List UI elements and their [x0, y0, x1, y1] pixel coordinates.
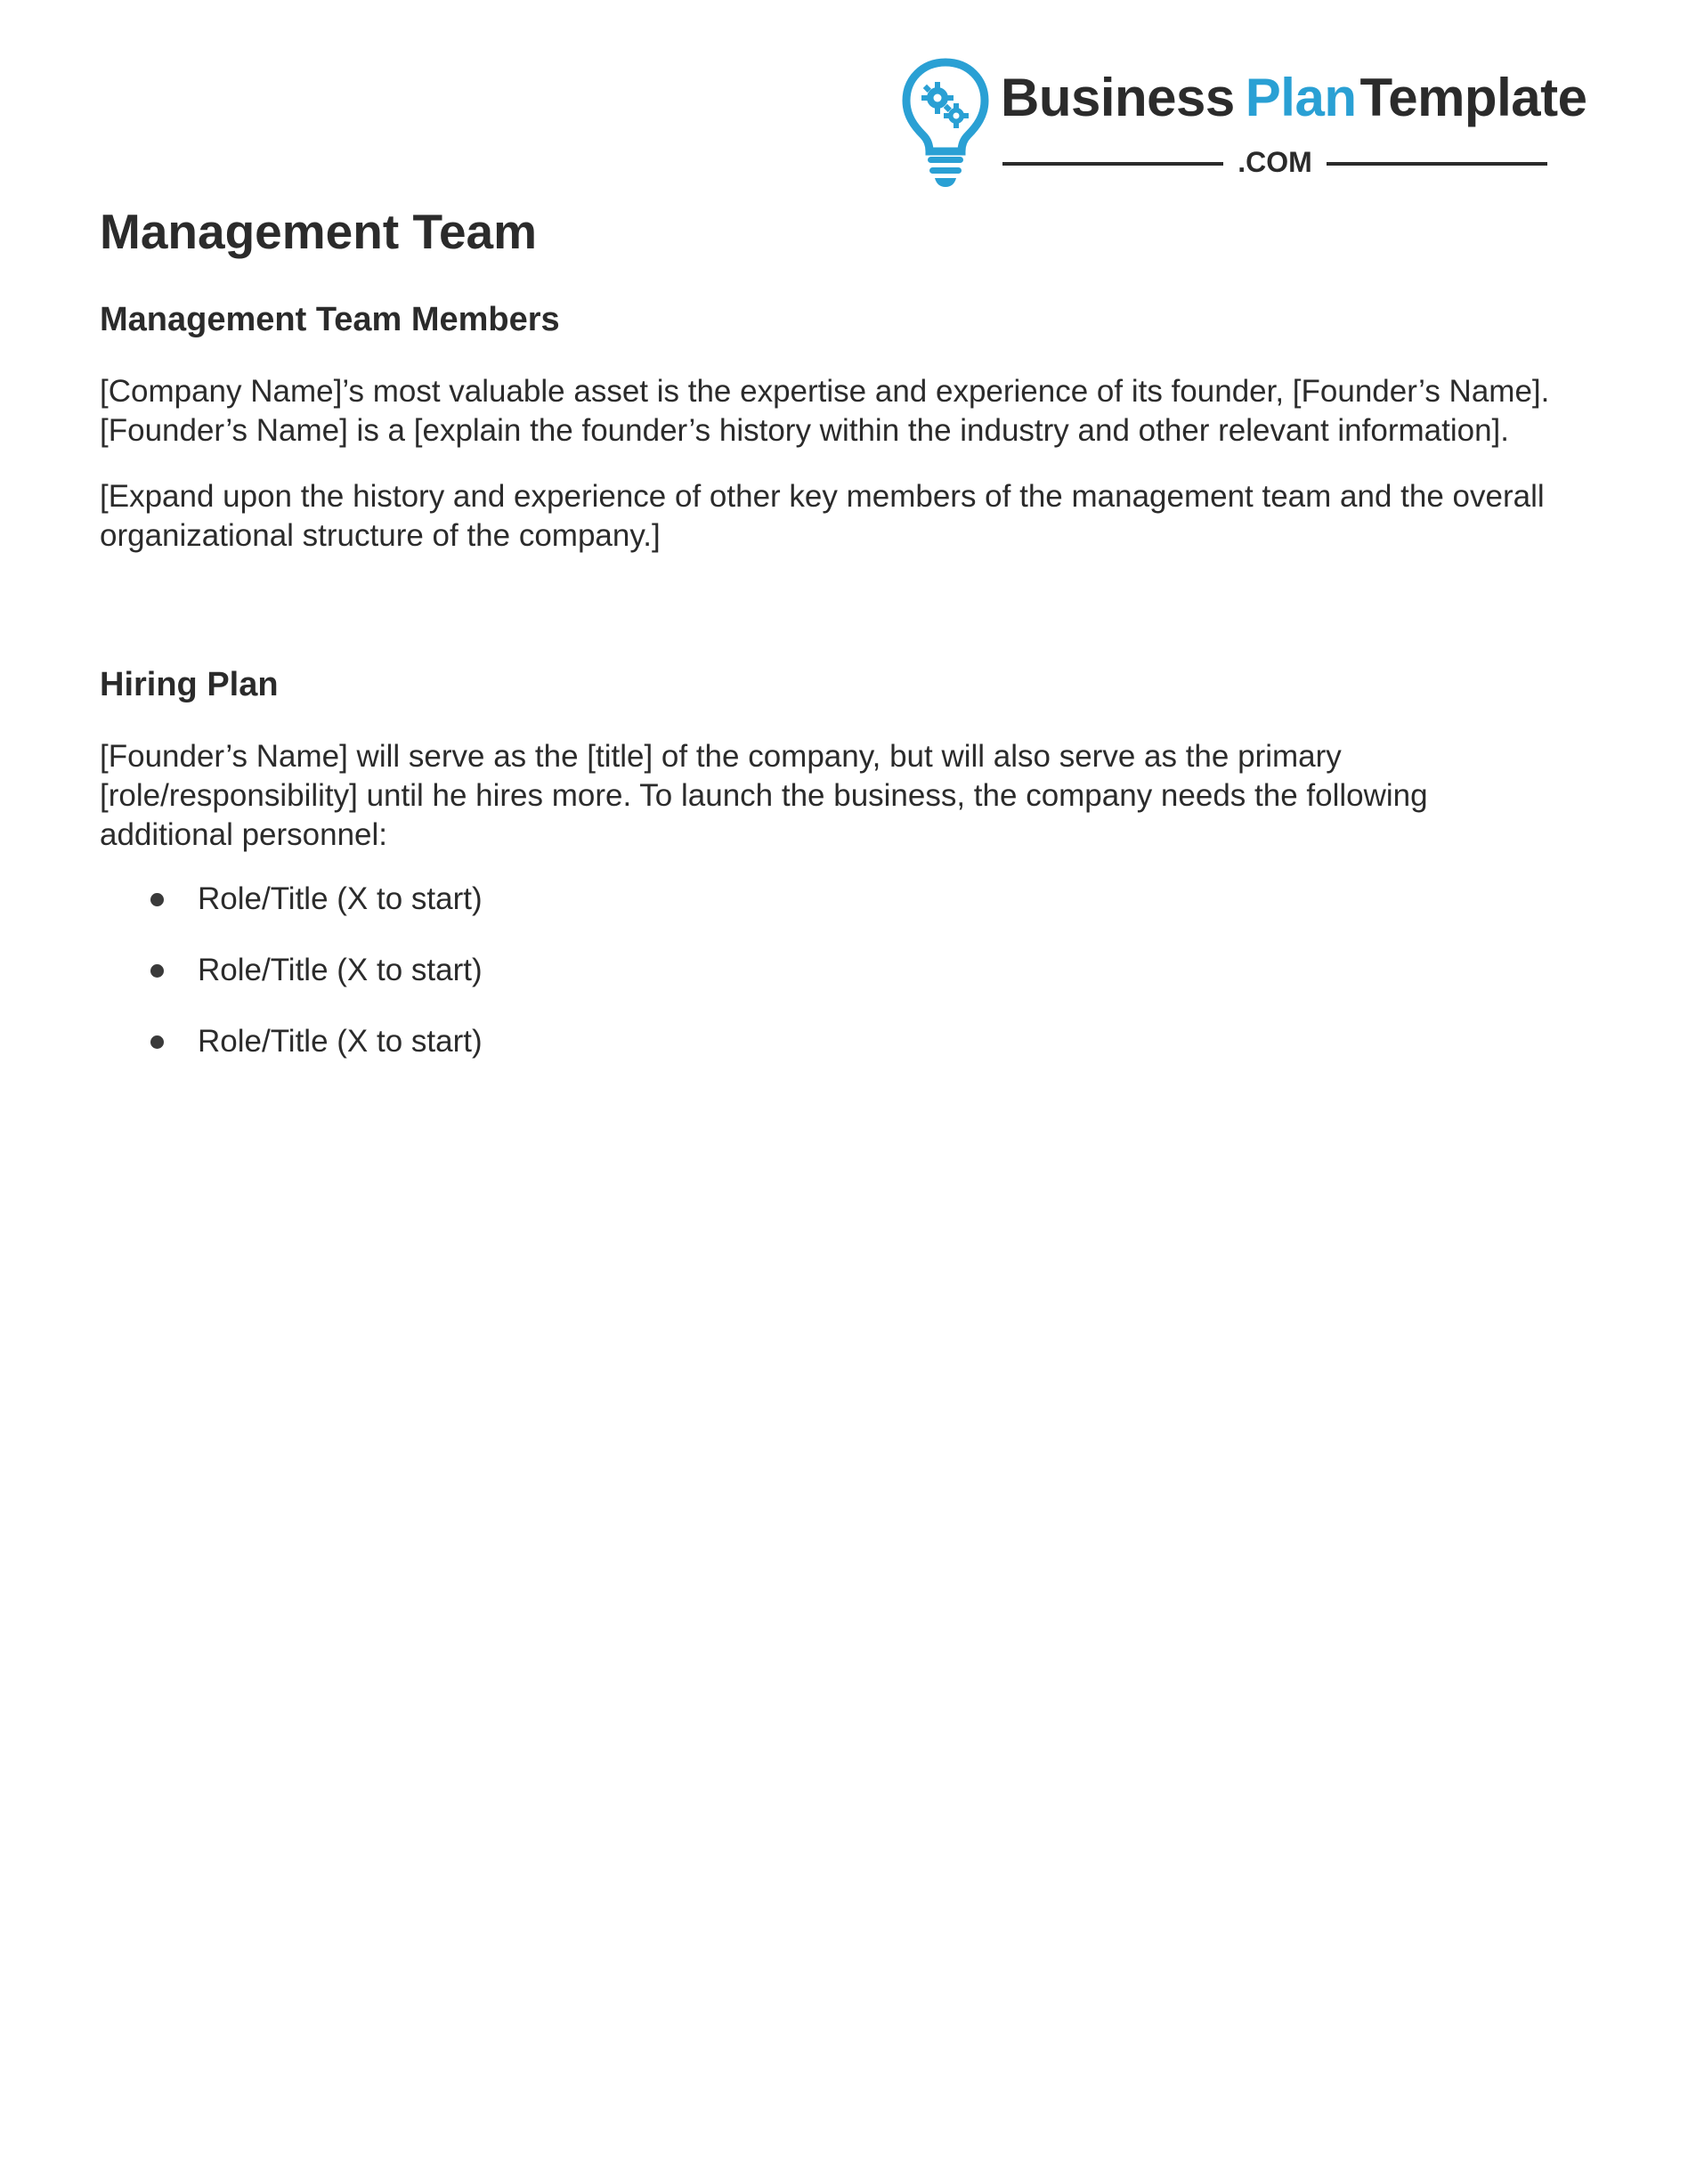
role-text: Role/Title (X to start)	[198, 953, 483, 987]
list-item	[100, 951, 1560, 990]
roles-list	[100, 880, 1560, 1061]
role-text: Role/Title (X to start)	[198, 881, 483, 916]
logo-rule-left	[1002, 162, 1223, 166]
section-heading-hiring: Hiring Plan	[100, 666, 279, 703]
logo-wordmark	[1001, 68, 1587, 127]
role-text: Role/Title (X to start)	[198, 1024, 483, 1059]
hiring-paragraph: [Founder’s Name] will serve as the [title] of the company, but will also serve as the primary [role/responsibility] until he hires more. To launch the business, the company needs the following additional personnel:	[100, 739, 1428, 852]
logo-word-template: Template	[1359, 68, 1587, 127]
bullet-icon	[150, 964, 164, 978]
bullet-icon	[150, 1035, 164, 1049]
business-plan-template-logo	[901, 57, 1587, 191]
logo-word-plan: Plan	[1245, 68, 1357, 127]
bullet-icon	[150, 893, 164, 906]
logo-domain-row	[1002, 146, 1547, 178]
document-body	[100, 203, 1560, 1093]
lightbulb-gear-icon	[901, 57, 990, 191]
section-heading-members: Management Team Members	[100, 301, 560, 338]
page-title: Management Team	[100, 204, 538, 259]
logo-word-business: Business	[1001, 68, 1235, 127]
list-item	[100, 1022, 1560, 1061]
list-item	[100, 880, 1560, 919]
logo-domain-suffix: .COM	[1238, 146, 1312, 178]
members-paragraph-1: [Company Name]’s most valuable asset is the expertise and experience of its founder, [Founder’s Name]. [Founder’s Name] is a [explain the founder’s history within the industry and other relevant information].	[100, 374, 1550, 448]
logo-rule-right	[1327, 162, 1547, 166]
members-paragraph-2: [Expand upon the history and experience of other key members of the management team and the overall organizational structure of the company.]	[100, 479, 1545, 553]
